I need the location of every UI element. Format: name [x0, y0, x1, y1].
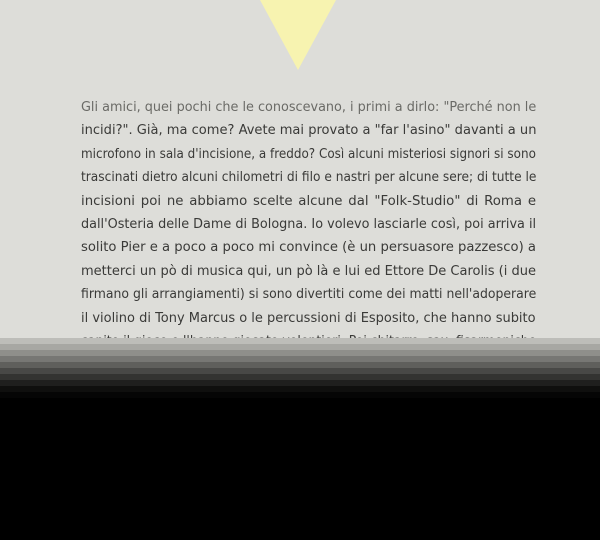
text-line: Gli amici, quei pochi che le conoscevano, i primi a dirlo: "Perché non le: [81, 100, 537, 115]
text-line: firmano gli arrangiamenti) si sono divertiti come dei matti nell'adoperare: [81, 287, 537, 303]
text-line: metterci un pò di musica qui, un pò là e lui ed Ettore De Carolis (i due: [81, 263, 536, 279]
scan-fade-bands: [0, 338, 600, 398]
text-line: incisioni poi ne abbiamo scelte alcune dal "Folk-Studio" di Roma e: [81, 193, 536, 209]
text-line: trascinati dietro alcuni chilometri di filo e nastri per alcune sere; di tutte le: [81, 170, 537, 186]
text-line: microfono in sala d'incisione, a freddo? Così alcuni misteriosi signori si sono: [81, 146, 536, 162]
yellow-triangle-graphic: [258, 0, 338, 70]
text-line: dall'Osteria delle Dame di Bologna. Io volevo lasciarle così, poi arriva il: [81, 216, 537, 232]
text-line: solito Pier e a poco a poco mi convince (è un persuasore pazzesco) a: [81, 240, 537, 256]
text-line: incidi?". Già, ma come? Avete mai provato a "far l'asino" davanti a un: [81, 123, 537, 139]
text-line: il violino di Tony Marcus o le percussioni di Esposito, che hanno subito: [81, 310, 536, 326]
liner-notes-text: [81, 96, 536, 353]
